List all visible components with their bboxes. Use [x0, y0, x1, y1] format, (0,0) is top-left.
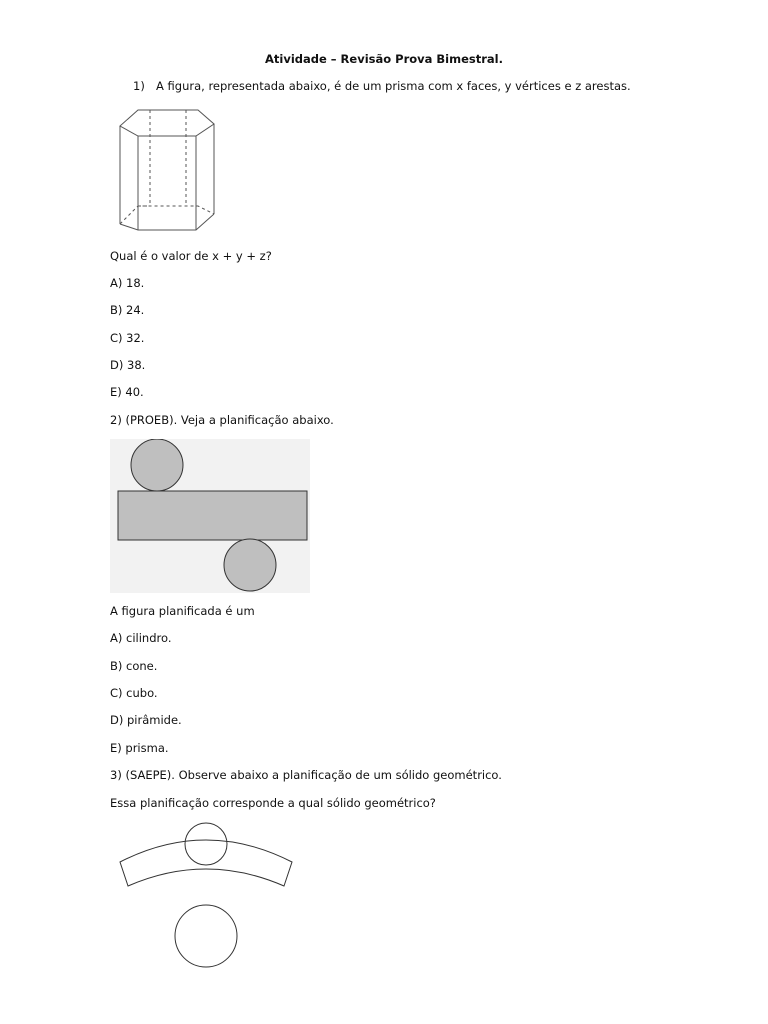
question-2-statement: 2) (PROEB). Veja a planificação abaixo.: [110, 413, 334, 427]
question-1-text: A figura, representada abaixo, é de um prisma com x faces, y vértices e z arestas.: [156, 79, 631, 93]
question-1-option-c: C) 32.: [110, 331, 145, 345]
question-2-option-b: B) cone.: [110, 659, 158, 673]
question-1-option-d: D) 38.: [110, 358, 146, 372]
question-1-prompt: Qual é o valor de x + y + z?: [110, 249, 272, 263]
question-2-option-e: E) prisma.: [110, 741, 169, 755]
page-title: Atividade – Revisão Prova Bimestral.: [265, 52, 503, 66]
question-2-option-a: A) cilindro.: [110, 631, 172, 645]
hexagonal-prism-figure: [110, 106, 222, 234]
question-3-prompt: Essa planificação corresponde a qual sólido geométrico?: [110, 796, 436, 810]
cylinder-net-figure: [110, 439, 310, 593]
truncated-cone-net-figure: [110, 820, 300, 990]
question-1-option-a: A) 18.: [110, 276, 145, 290]
question-2-prompt: A figura planificada é um: [110, 604, 255, 618]
question-1-option-e: E) 40.: [110, 385, 144, 399]
question-1-option-b: B) 24.: [110, 303, 145, 317]
question-2-option-d: D) pirâmide.: [110, 713, 182, 727]
question-2-option-c: C) cubo.: [110, 686, 158, 700]
question-3-statement: 3) (SAEPE). Observe abaixo a planificação de um sólido geométrico.: [110, 768, 502, 782]
question-1-number: 1): [133, 79, 145, 93]
